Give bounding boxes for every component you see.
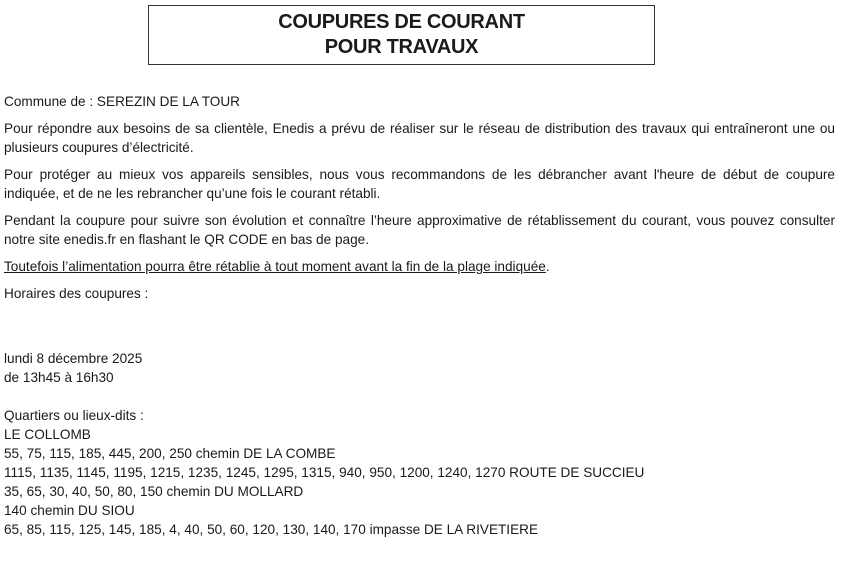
schedule-heading: Horaires des coupures :: [4, 286, 149, 301]
location-item: LE COLLOMB: [4, 427, 91, 442]
location-item: 140 chemin DU SIOU: [4, 503, 135, 518]
outage-date: lundi 8 décembre 2025: [4, 351, 143, 366]
notice-title-line-1: COUPURES DE COURANT: [278, 11, 525, 33]
notice-title-line-2: POUR TRAVAUX: [324, 36, 479, 58]
location-item: 55, 75, 115, 185, 445, 200, 250 chemin DE LA COMBE: [4, 446, 336, 461]
restoration-notice: [4, 257, 835, 276]
restoration-notice-text: Toutefois l’alimentation pourra être rétablie à tout moment avant la fin de la plage indiquée: [4, 259, 546, 274]
location-item: 1115, 1135, 1145, 1195, 1215, 1235, 1245, 1295, 1315, 940, 950, 1200, 1240, 1270 ROUTE DE SUCCIEU: [4, 465, 645, 480]
notice-body: [4, 92, 835, 539]
commune-line: Commune de : SEREZIN DE LA TOUR: [4, 94, 240, 109]
restoration-notice-period: .: [545, 259, 550, 274]
spacer: [4, 387, 835, 406]
intro-paragraph-3: Pendant la coupure pour suivre son évolution et connaître l’heure approximative de rétablissement du courant, vous pouvez consulter notre site enedis.fr en flashant le QR CODE en bas de page.: [4, 213, 835, 247]
outage-time: de 13h45 à 16h30: [4, 370, 114, 385]
intro-paragraph-1: Pour répondre aux besoins de sa clientèle, Enedis a prévu de réaliser sur le réseau de distribution des travaux qui entraîneront une ou plusieurs coupures d’électricité.: [4, 121, 835, 155]
location-item: 35, 65, 30, 40, 50, 80, 150 chemin DU MOLLARD: [4, 484, 304, 499]
intro-paragraph-2: Pour protéger au mieux vos appareils sensibles, nous vous recommandons de les débrancher avant l'heure de début de coupure indiquée, et de ne les rebrancher qu’une fois le courant rétabli.: [4, 167, 835, 201]
locations-list: [4, 425, 835, 539]
notice-title-box: [148, 5, 655, 65]
location-item: 65, 85, 115, 125, 145, 185, 4, 40, 50, 60, 120, 130, 140, 170 impasse DE LA RIVETIERE: [4, 522, 539, 537]
spacer: [4, 303, 835, 349]
areas-heading: Quartiers ou lieux-dits :: [4, 408, 144, 423]
